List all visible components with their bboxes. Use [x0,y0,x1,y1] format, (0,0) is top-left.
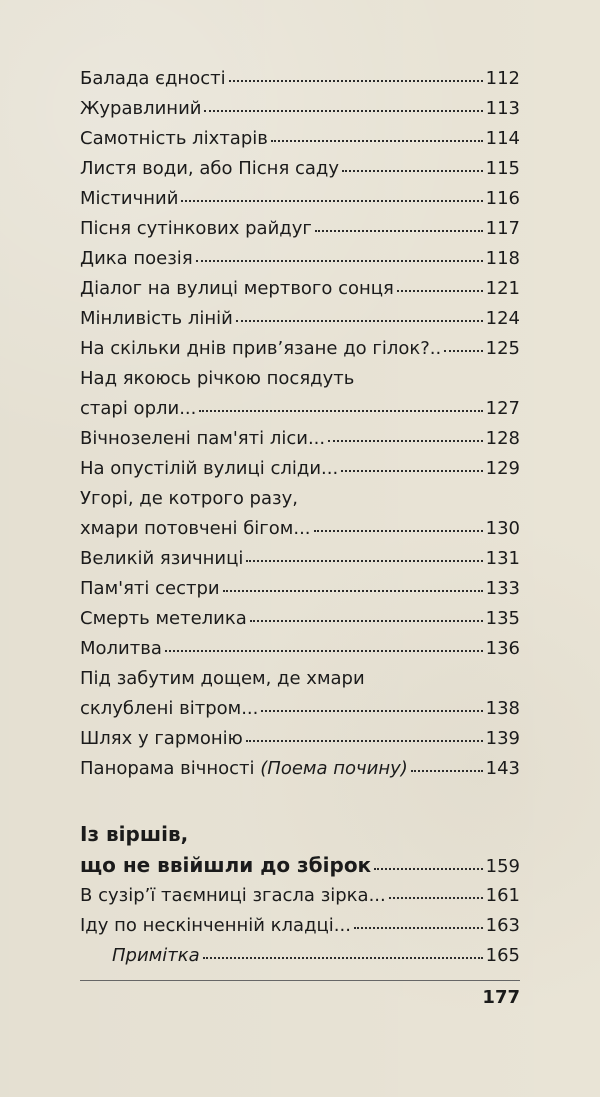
entry-title-line: Угорі, де котрого разу, [80,488,298,509]
toc-entry [80,214,520,244]
entry-title: Великій язичниці [80,548,244,569]
section-note-page-number: 165 [485,945,520,966]
entry-page-number: 115 [485,158,520,179]
toc-entry [80,724,520,754]
section-title-line: Із віршів, [80,822,189,846]
entry-page-number: 127 [485,398,520,419]
entry-title: Вічнозелені пам'яті ліси... [80,428,326,449]
entry-page-number: 128 [485,428,520,449]
entry-title: Самотність ліхтарів [80,128,268,149]
toc-entry [80,424,520,454]
entry-title [80,754,408,784]
dot-leader [203,957,483,959]
entry-title: Шлях у гармонію [80,728,243,749]
entry-title: На опустілій вулиці сліди... [80,458,339,479]
dot-leader [328,440,483,442]
entry-title: старі орли... [80,398,197,419]
toc-entry [80,124,520,154]
entry-title: Мінливість ліній [80,308,233,329]
dot-leader [354,927,483,929]
entry-page-number: 130 [485,518,520,539]
entry-title: Дика поезія [80,248,193,269]
entry-last-line [80,394,520,424]
entry-title: Містичний [80,188,179,209]
toc-entry [80,94,520,124]
section-item [80,941,520,971]
section-item [80,881,520,911]
entry-page-number: 124 [485,308,520,329]
dot-leader [250,620,483,622]
entry-page-number: 125 [485,338,520,359]
entry-title: хмари потовчені бігом... [80,518,311,539]
entry-last-line [80,514,520,544]
entry-page-number: 135 [485,608,520,629]
dot-leader [271,140,483,142]
entry-page-number: 131 [485,548,520,569]
dot-leader [196,260,483,262]
toc-entry [80,604,520,634]
entry-page-number: 113 [485,98,520,119]
entry-title: Молитва [80,638,162,659]
dot-leader [261,710,482,712]
section-page-number: 159 [485,856,520,877]
entry-page-number: 133 [485,578,520,599]
entry-page-number: 117 [485,218,520,239]
dot-leader [389,897,483,899]
dot-leader [374,868,483,870]
toc-entry [80,544,520,574]
dot-leader [246,560,482,562]
dot-leader [229,80,483,82]
dot-leader [246,740,483,742]
toc-entry [80,244,520,274]
section-block [80,819,520,971]
dot-leader [411,770,483,772]
section-item-title: В сузір’ї таємниці згасла зірка... [80,885,386,906]
entry-page-number: 112 [485,68,520,89]
section-item-title: Іду по нескінченній кладці... [80,915,351,936]
entry-page-number: 118 [485,248,520,269]
entry-page-number: 116 [485,188,520,209]
entry-title: Пісня сутінкових райдуг [80,218,312,239]
entry-title-line: Під забутим дощем, де хмари [80,668,365,689]
entry-title: Пам'яті сестри [80,578,220,599]
dot-leader [342,170,483,172]
entry-title: Балада єдності [80,68,226,89]
dot-leader [444,350,482,352]
entry-page-number: 114 [485,128,520,149]
entry-page-number: 139 [485,728,520,749]
dot-leader [315,230,483,232]
entry-title-line: Над якоюсь річкою посядуть [80,368,355,389]
section-title-last-line [80,850,520,881]
toc-entry [80,274,520,304]
section-title: що не ввійшли до збірок [80,853,372,877]
entry-title-main: Панорама вічності [80,758,261,779]
dot-leader [236,320,483,322]
dot-leader [314,530,483,532]
toc-entry-multiline [80,364,520,424]
dot-leader [199,410,482,412]
toc-entry [80,154,520,184]
entry-last-line [80,694,520,724]
dot-leader [204,110,482,112]
entry-page-number: 143 [485,758,520,779]
entry-title: склублені вітром... [80,698,259,719]
section-note-title: Примітка [112,945,200,966]
entry-page-number: 136 [485,638,520,659]
table-of-contents [80,64,520,971]
entry-title: Смерть метелика [80,608,247,629]
toc-entry [80,634,520,664]
toc-entry-multiline [80,484,520,544]
page-number: 177 [482,987,520,1008]
toc-entry [80,454,520,484]
toc-entry [80,574,520,604]
toc-entry [80,184,520,214]
entry-page-number: 121 [485,278,520,299]
entry-title: Журавлиний [80,98,202,119]
toc-entry [80,304,520,334]
toc-entry [80,754,520,784]
entry-title: Діалог на вулиці мертвого сонця [80,278,394,299]
dot-leader [165,650,483,652]
entry-title: На скільки днів прив’язане до гілок?.. [80,338,442,359]
section-item-page-number: 161 [485,885,520,906]
section-item-page-number: 163 [485,915,520,936]
toc-entry-multiline [80,664,520,724]
entry-page-number: 138 [485,698,520,719]
footer-rule [80,980,520,981]
dot-leader [341,470,482,472]
entry-subtitle: (Поема почину) [260,758,408,779]
dot-leader [397,290,483,292]
dot-leader [223,590,483,592]
toc-entry [80,334,520,364]
entry-title: Листя води, або Пісня саду [80,158,340,179]
toc-entry [80,64,520,94]
entry-page-number: 129 [485,458,520,479]
section-item [80,911,520,941]
dot-leader [181,200,482,202]
